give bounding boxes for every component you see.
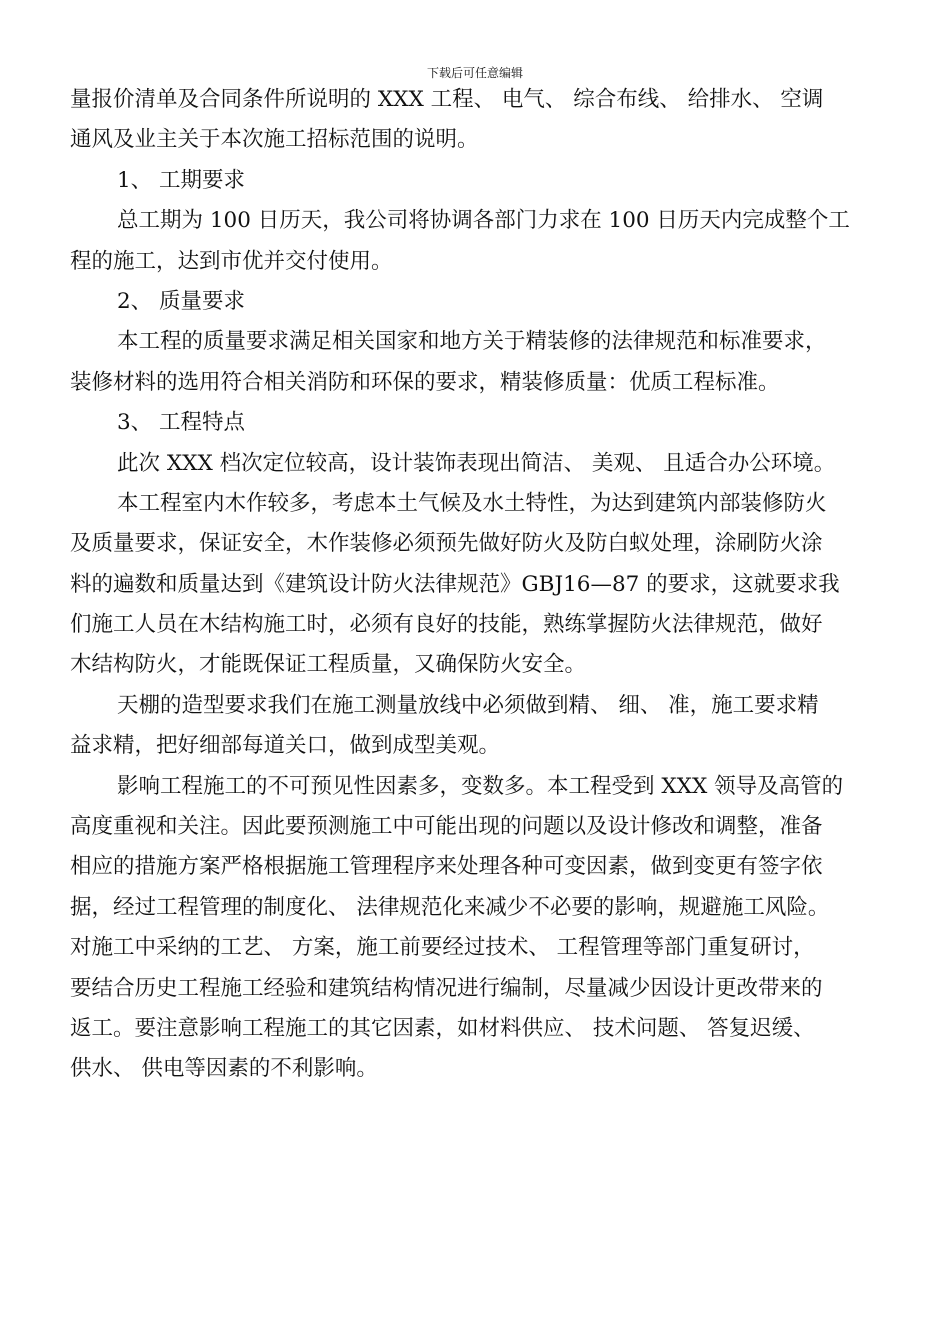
text-line: 本工程室内木作较多，考虑本土气候及水土特性，为达到建筑内部装修防火 <box>117 490 827 516</box>
text-line: 通风及业主关于本次施工招标范围的说明。 <box>70 127 479 153</box>
text-line: 供水、 供电等因素的不利影响。 <box>70 1056 378 1082</box>
section-heading: 1、 工期要求 <box>117 167 246 193</box>
text-line: 益求精，把好细部每道关口，做到成型美观。 <box>70 733 501 759</box>
text-line: 对施工中采纳的工艺、 方案，施工前要经过技术、 工程管理等部门重复研讨， <box>70 935 815 961</box>
text-line: 装修材料的选用符合相关消防和环保的要求，精装修质量：优质工程标准。 <box>70 369 780 395</box>
text-line: 及质量要求，保证安全，木作装修必须预先做好防火及防白蚁处理，涂刷防火涂 <box>70 531 823 557</box>
text-line: 量报价清单及合同条件所说明的 XXX 工程、 电气、 综合布线、 给排水、 空调 <box>70 87 824 112</box>
header-note: 下载后可任意编辑 <box>426 66 523 80</box>
text-line: 程的施工，达到市优并交付使用。 <box>70 248 393 274</box>
text-line: 影响工程施工的不可预见性因素多，变数多。本工程受到 XXX 领导及高管的 <box>117 773 844 799</box>
document-body <box>70 80 882 1090</box>
text-line: 高度重视和关注。因此要预测施工中可能出现的问题以及设计修改和调整，准备 <box>70 814 823 840</box>
text-line: 料的遍数和质量达到《建筑设计防火法律规范》GBJ16—87 的要求，这就要求我 <box>70 571 840 597</box>
text-line: 相应的措施方案严格根据施工管理程序来处理各种可变因素，做到变更有签字依 <box>70 854 823 880</box>
text-line: 木结构防火，才能既保证工程质量，又确保防火安全。 <box>70 652 587 678</box>
text-line: 总工期为 100 日历天，我公司将协调各部门力求在 100 日历天内完成整个工 <box>117 208 850 234</box>
text-line: 天棚的造型要求我们在施工测量放线中必须做到精、 细、 准，施工要求精 <box>117 692 819 718</box>
text-line: 们施工人员在木结构施工时，必须有良好的技能，熟练掌握防火法律规范，做好 <box>70 612 823 638</box>
text-line: 此次 XXX 档次定位较高，设计装饰表现出简洁、 美观、 且适合办公环境。 <box>117 450 836 476</box>
text-line: 要结合历史工程施工经验和建筑结构情况进行编制，尽量减少因设计更改带来的 <box>70 975 823 1001</box>
section-heading: 3、 工程特点 <box>117 410 246 436</box>
text-line: 返工。要注意影响工程施工的其它因素，如材料供应、 技术问题、 答复迟缓、 <box>70 1015 815 1041</box>
text-line: 据，经过工程管理的制度化、 法律规范化来减少不必要的影响，规避施工风险。 <box>70 894 830 920</box>
section-heading: 2、 质量要求 <box>117 288 246 314</box>
text-line: 本工程的质量要求满足相关国家和地方关于精装修的法律规范和标准要求， <box>117 329 827 355</box>
